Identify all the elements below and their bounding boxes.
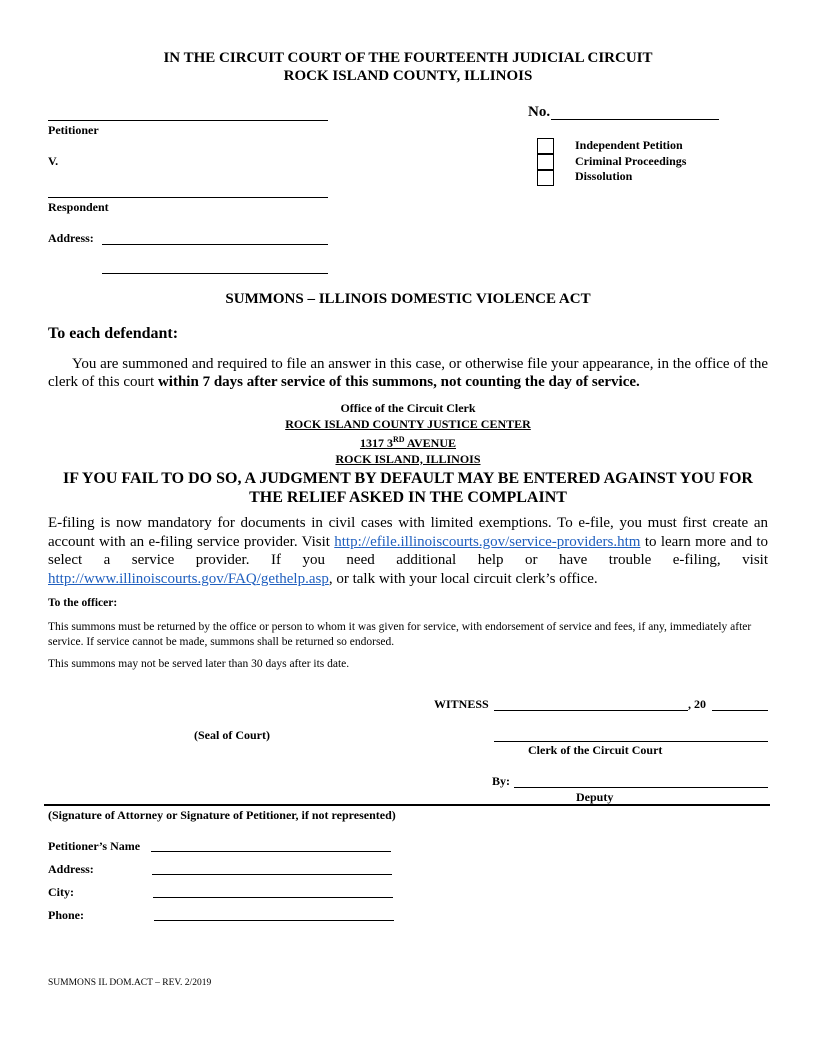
petitioner-name-field[interactable] xyxy=(151,851,391,852)
seal-of-court: (Seal of Court) xyxy=(194,728,270,742)
case-number-label: No. xyxy=(528,104,551,120)
case-number-line[interactable] xyxy=(551,119,719,120)
clerk-signature-label: Clerk of the Circuit Court xyxy=(528,743,663,757)
respondent-name-line[interactable] xyxy=(48,197,328,198)
petitioner-phone-label: Phone: xyxy=(48,908,84,922)
gethelp-link[interactable]: http://www.illinoiscourts.gov/FAQ/gethelp.asp xyxy=(48,570,329,587)
petitioner-phone-field[interactable] xyxy=(154,920,394,921)
street-number: 1317 3 xyxy=(359,436,393,450)
summons-title: SUMMONS – ILLINOIS DOMESTIC VIOLENCE ACT xyxy=(225,291,591,307)
independent-petition-label: Independent Petition xyxy=(575,138,683,152)
to-defendant-heading: To each defendant: xyxy=(48,325,179,342)
officer-paragraph-1: This summons must be returned by the office or person to whom it was given for service, with endorsement of service and fees, if any, immediately after service. If service cannot be made, summons shall be returned so endorsed. xyxy=(48,621,752,648)
efiling-text-1: E-filing is now mandatory for documents in civil cases with limited exemptions. To e-file, you must first create an account with an e-filing service provider. Visit xyxy=(48,515,768,550)
default-judgment-warning: IF YOU FAIL TO DO SO, A JUDGMENT BY DEFAULT MAY BE ENTERED AGAINST YOU FOR THE RELIEF ASKED IN THE COMPLAINT xyxy=(63,470,753,506)
summons-deadline: within 7 days after service of this summons, not counting the day of service. xyxy=(157,374,640,390)
petitioner-city-field[interactable] xyxy=(153,897,393,898)
witness-label: WITNESS xyxy=(434,697,489,711)
petitioner-address-label: Address: xyxy=(48,862,94,876)
clerk-office-line-3 xyxy=(0,432,816,452)
dissolution-label: Dissolution xyxy=(575,169,633,183)
witness-date-line[interactable] xyxy=(494,710,688,711)
section-divider xyxy=(44,804,770,806)
petitioner-name-label: Petitioner’s Name xyxy=(48,839,141,853)
ordinal-suffix: RD xyxy=(392,435,405,444)
witness-year-prefix: , 20 xyxy=(688,697,706,711)
attorney-signature-label: (Signature of Attorney or Signature of Petitioner, if not represented) xyxy=(48,808,396,822)
clerk-office-line-1: Office of the Circuit Clerk xyxy=(340,401,476,415)
court-header xyxy=(0,49,816,85)
efiling-paragraph xyxy=(48,514,768,588)
clerk-office-line-4: ROCK ISLAND, ILLINOIS xyxy=(335,451,481,466)
respondent-address-line-2[interactable] xyxy=(102,273,328,274)
court-line: IN THE CIRCUIT COURT OF THE FOURTEENTH JUDICIAL CIRCUIT xyxy=(163,50,653,66)
officer-heading: To the officer: xyxy=(48,597,118,609)
address-label: Address: xyxy=(48,231,94,245)
petitioner-city-label: City: xyxy=(48,885,74,899)
summons-text: You are summoned and required to file an answer in this case, or otherwise file your appearance, in the office of the clerk of this court xyxy=(48,356,768,390)
dissolution-checkbox[interactable] xyxy=(537,170,554,186)
independent-petition-checkbox[interactable] xyxy=(537,138,554,154)
efile-providers-link[interactable]: http://efile.illinoiscourts.gov/service-providers.htm xyxy=(334,533,641,550)
by-label: By: xyxy=(492,774,510,788)
deputy-signature-line[interactable] xyxy=(514,787,768,788)
clerk-office-line-2: ROCK ISLAND COUNTY JUSTICE CENTER xyxy=(285,416,531,431)
county-line: ROCK ISLAND COUNTY, ILLINOIS xyxy=(283,68,533,84)
criminal-proceedings-checkbox[interactable] xyxy=(537,154,554,170)
case-type-labels xyxy=(575,138,686,185)
respondent-label: Respondent xyxy=(48,200,109,214)
clerk-signature-line[interactable] xyxy=(494,741,768,742)
efiling-text-2: to learn more and to select a service provider. If you need additional help or have trouble e-filing, visit xyxy=(48,533,768,568)
petitioner-address-field[interactable] xyxy=(152,874,392,875)
officer-paragraph-2: This summons may not be served later than 30 days after its date. xyxy=(48,658,350,670)
petitioner-name-line[interactable] xyxy=(48,120,328,121)
efiling-text-3: , or talk with your local circuit clerk’s office. xyxy=(328,570,598,587)
petitioner-label: Petitioner xyxy=(48,123,99,137)
deputy-label: Deputy xyxy=(576,790,614,804)
witness-year-line[interactable] xyxy=(712,710,768,711)
form-footer: SUMMONS IL DOM.ACT – REV. 2/2019 xyxy=(48,978,212,988)
respondent-address-line-1[interactable] xyxy=(102,244,328,245)
versus-label: V. xyxy=(48,154,59,168)
criminal-proceedings-label: Criminal Proceedings xyxy=(575,153,687,168)
summons-paragraph xyxy=(48,355,768,391)
street-name: AVENUE xyxy=(404,436,457,450)
clerk-office-block xyxy=(0,401,816,467)
